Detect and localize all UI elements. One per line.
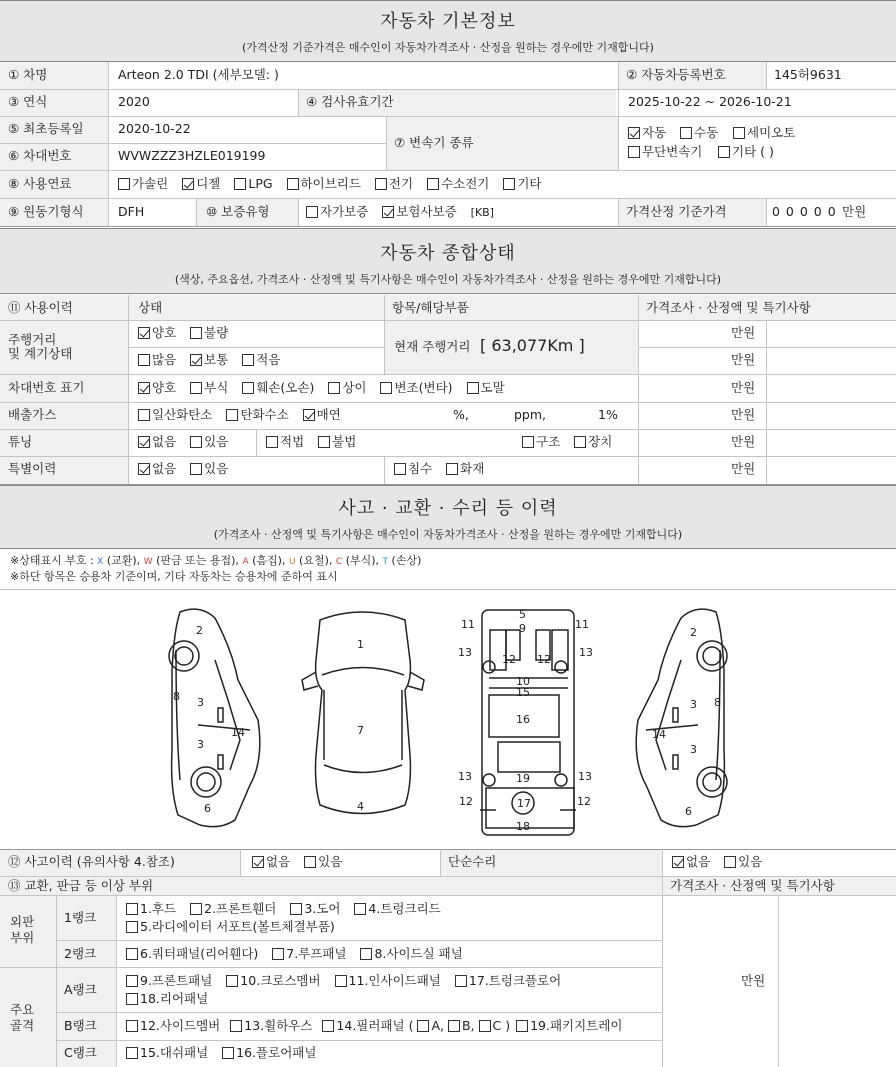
simple-repair-options (672, 854, 772, 870)
accident-header (0, 485, 896, 549)
mileage-few[interactable]: 적음 (242, 352, 280, 367)
part-dash-panel[interactable]: 15.대쉬패널 (126, 1045, 208, 1060)
label-right-8: 8 (714, 696, 721, 709)
checkbox[interactable] (680, 127, 692, 139)
car-right-side-view (636, 609, 727, 827)
outer-label-2: 부위 (10, 930, 35, 945)
label-under-18: 18 (516, 820, 530, 833)
special-fire[interactable]: 화재 (446, 461, 484, 476)
rankA-row1 (126, 973, 571, 989)
label-top-1: 1 (357, 638, 364, 651)
parts-price-label: 가격조사 · 산정액 및 특기사항 (670, 878, 835, 893)
fuel-label: ⑧ 사용연료 (8, 176, 72, 191)
label-under-13c: 13 (458, 770, 472, 783)
parts-label: ⑬ 교환, 판금 등 이상 부위 (8, 878, 154, 893)
mileage-label-2: 및 계기상태 (8, 346, 73, 361)
warranty-self[interactable]: 자가보증 (306, 204, 368, 219)
label-right-6: 6 (685, 805, 692, 818)
part-package-tray[interactable]: 19.패키지트레이 (516, 1018, 622, 1033)
rankC-label: C랭크 (64, 1045, 97, 1060)
vin-damaged[interactable]: 훼손(오손) (242, 380, 314, 395)
unit-3: 만원 (731, 380, 756, 395)
part-trunk-lid[interactable]: 4.트렁크리드 (354, 901, 440, 916)
emission-hc[interactable]: 탄화수소 (226, 407, 288, 422)
col-state: 상태 (138, 300, 163, 315)
part-front-panel[interactable]: 9.프론트패널 (126, 973, 212, 988)
label-right-3a: 3 (690, 698, 697, 711)
rankB-row (126, 1018, 622, 1034)
part-door[interactable]: 3.도어 (290, 901, 340, 916)
label-under-10: 10 (516, 675, 530, 688)
rank1-row2 (126, 919, 345, 935)
part-pillar-panel[interactable]: 14.필러패널 ( (322, 1018, 413, 1033)
label-under-12b: 12 (537, 653, 551, 666)
price-unit: 만원 (842, 204, 867, 219)
fuel-options (118, 176, 552, 192)
label-right-2: 2 (690, 626, 697, 639)
col-items: 항목/해당부품 (392, 300, 469, 315)
vin-mismatch[interactable]: 상이 (328, 380, 366, 395)
fuel-diesel[interactable]: 디젤 (182, 176, 220, 191)
tuning-device[interactable]: 장치 (574, 434, 612, 449)
car-damage-diagram (0, 590, 896, 848)
rankA-row2 (126, 991, 218, 1007)
special-label: 특별이력 (8, 461, 57, 476)
unit-1: 만원 (731, 325, 756, 340)
legend-note: ※하단 항목은 승용차 기준이며, 기타 자동차는 승용차에 준하여 표시 (10, 570, 338, 583)
part-inside-panel[interactable]: 11.인사이드패널 (335, 973, 441, 988)
special-kind-options (394, 461, 494, 477)
label-under-11b: 11 (575, 618, 589, 631)
warranty-note: [KB] (470, 206, 495, 219)
emission-unit-pct: %, (453, 407, 469, 422)
label-under-9: 9 (519, 622, 526, 635)
col-price: 가격조사 · 산정액 및 특기사항 (646, 300, 811, 315)
label-left-3a: 3 (197, 696, 204, 709)
part-side-member[interactable]: 12.사이드멤버 (126, 1018, 220, 1033)
rank1-row1 (126, 901, 451, 917)
price-label: 가격산정 기준가격 (626, 204, 727, 219)
vin-corrosion[interactable]: 부식 (190, 380, 228, 395)
year-value: 2020 (118, 94, 150, 109)
label-under-17: 17 (517, 797, 531, 810)
mileage-label-1: 주행거리 (8, 332, 57, 347)
vin-value: WVWZZZ3HZLE019199 (118, 148, 266, 163)
part-side-sill[interactable]: 8.사이드실 패널 (360, 946, 462, 961)
warranty-options (306, 204, 494, 221)
overall-subtitle: (색상, 주요옵션, 가격조사 · 산정액 및 특기사항은 매수인이 자동차가격조사 · 산정을 원하는 경우에만 기재합니다) (174, 273, 722, 286)
main-label-2: 골격 (10, 1018, 35, 1033)
part-radiator-support[interactable]: 5.라디에이터 서포트(볼트체결부품) (126, 919, 335, 934)
car-name-label: ① 차명 (8, 67, 48, 82)
pillar-a[interactable]: A, (417, 1018, 444, 1033)
first-reg-value: 2020-10-22 (118, 121, 191, 136)
current-mileage-label: 현재 주행거리 (394, 339, 471, 354)
vin-mark-options (138, 380, 515, 396)
label-left-6: 6 (204, 802, 211, 815)
trans-option-auto[interactable]: 자동 (628, 125, 666, 141)
label-under-11a: 11 (461, 618, 475, 631)
part-rear-panel[interactable]: 18.리어패널 (126, 991, 208, 1006)
tuning-label: 튜닝 (8, 434, 33, 449)
unit-4: 만원 (731, 407, 756, 422)
emission-smoke[interactable]: 매연 (303, 407, 341, 422)
label-under-19: 19 (516, 772, 530, 785)
emission-unit-smoke: 1% (598, 407, 618, 422)
simple-repair-yes[interactable]: 있음 (724, 854, 762, 869)
pillar-c[interactable]: C ) (479, 1018, 511, 1033)
rankA-label: A랭크 (64, 982, 97, 997)
fuel-electric[interactable]: 전기 (375, 176, 413, 191)
label-left-2: 2 (196, 624, 203, 637)
gauge-bad[interactable]: 불량 (190, 325, 228, 340)
engine-value: DFH (118, 204, 145, 219)
simple-repair-label: 단순수리 (448, 854, 497, 869)
tuning-structure[interactable]: 구조 (522, 434, 560, 449)
rankC-row (126, 1045, 326, 1061)
accident-options (252, 854, 352, 870)
part-hood[interactable]: 1.후드 (126, 901, 176, 916)
tuning-yes[interactable]: 있음 (190, 434, 228, 449)
part-front-fender[interactable]: 2.프론트휀더 (190, 901, 276, 916)
special-none[interactable]: 없음 (138, 461, 176, 476)
label-under-12c: 12 (459, 795, 473, 808)
reg-no-label: ② 자동차등록번호 (626, 67, 726, 82)
inspection-label: ④ 검사유효기간 (306, 94, 394, 109)
part-roof-panel[interactable]: 7.루프패널 (272, 946, 346, 961)
basic-info-title: 자동차 기본정보 (380, 11, 516, 32)
legend: ※상태표시 부호 : X (교환), W (판금 또는 용접), A (흠집), U (요철), C (부식), T (손상) (10, 554, 422, 567)
rank2-row (126, 946, 473, 962)
parts-unit: 만원 (741, 973, 766, 988)
vin-label: ⑥ 차대번호 (8, 148, 72, 163)
checkbox[interactable] (733, 127, 745, 139)
transmission-label: ⑦ 변속기 종류 (394, 135, 474, 150)
trans-option-cvt[interactable]: 무단변속기 (628, 144, 702, 160)
basic-info-subtitle: (가격산정 기준가격은 매수인이 자동차가격조사 · 산정을 원하는 경우에만 기재합니다) (242, 41, 654, 54)
overall-title: 자동차 종합상태 (380, 243, 516, 264)
col-usage: ⑪ 사용이력 (8, 300, 73, 315)
fuel-other[interactable]: 기타 (503, 176, 541, 191)
outer-label-1: 외판 (10, 914, 35, 929)
label-under-12a: 12 (502, 653, 516, 666)
label-top-4: 4 (357, 800, 364, 813)
trans-option-other[interactable]: 기타 ( ) (718, 144, 774, 160)
rank2-label: 2랭크 (64, 946, 97, 961)
part-trunk-floor[interactable]: 17.트렁크플로어 (455, 973, 561, 988)
label-under-15: 15 (516, 686, 530, 699)
overall-header (0, 228, 896, 294)
unit-6: 만원 (731, 461, 756, 476)
tuning-legal[interactable]: 적법 (266, 434, 304, 449)
unit-2: 만원 (731, 352, 756, 367)
tuning-legal-options (266, 434, 366, 450)
unit-5: 만원 (731, 434, 756, 449)
mileage-many[interactable]: 많음 (138, 352, 176, 367)
emission-options (138, 407, 351, 423)
label-under-16: 16 (516, 713, 530, 726)
mileage-options (138, 352, 290, 368)
special-yes[interactable]: 있음 (190, 461, 228, 476)
year-label: ③ 연식 (8, 94, 48, 109)
fuel-hydrogen[interactable]: 수소전기 (427, 176, 489, 191)
accident-history-label: ⑫ 사고이력 (유의사항 4.참조) (8, 854, 175, 869)
label-left-3b: 3 (197, 738, 204, 751)
tuning-options (138, 434, 238, 450)
label-under-12d: 12 (577, 795, 591, 808)
emission-label: 배출가스 (8, 407, 57, 422)
part-quarter-panel[interactable]: 6.쿼터패널(리어휀다) (126, 946, 258, 961)
accident-yes[interactable]: 있음 (304, 854, 342, 869)
simple-repair-none[interactable]: 없음 (672, 854, 710, 869)
engine-label: ⑨ 원동기형식 (8, 204, 84, 219)
trans-option-semi[interactable]: 세미오토 (733, 125, 795, 141)
part-wheel-house[interactable]: 13.휠하우스 (230, 1018, 312, 1033)
rankB-label: B랭크 (64, 1018, 97, 1033)
accident-title: 사고 · 교환 · 수리 등 이력 (338, 498, 558, 519)
label-under-13d: 13 (578, 770, 592, 783)
fuel-gasoline[interactable]: 가솔린 (118, 176, 168, 191)
special-flood[interactable]: 침수 (394, 461, 432, 476)
accident-none[interactable]: 없음 (252, 854, 290, 869)
tuning-none[interactable]: 없음 (138, 434, 176, 449)
first-reg-label: ⑤ 최초등록일 (8, 121, 84, 136)
gauge-options (138, 325, 238, 341)
price-value: 0 0 0 0 0 (772, 204, 837, 219)
vin-good[interactable]: 양호 (138, 380, 176, 395)
label-top-7: 7 (357, 724, 364, 737)
label-left-8: 8 (173, 690, 180, 703)
inspection-value: 2025-10-22 ~ 2026-10-21 (628, 94, 792, 109)
label-under-13a: 13 (458, 646, 472, 659)
accident-subtitle: (가격조사 · 산정액 및 특기사항은 매수인이 자동차가격조사 · 산정을 원하는 경우에만 기재합니다) (213, 528, 683, 541)
label-left-14: 14 (231, 726, 245, 739)
checkbox[interactable] (628, 146, 640, 158)
fuel-hybrid[interactable]: 하이브리드 (287, 176, 361, 191)
car-name-value: Arteon 2.0 TDI (세부모델: ) (118, 67, 279, 82)
checkbox[interactable] (718, 146, 730, 158)
warranty-insurance[interactable]: 보험사보증 (382, 204, 456, 219)
label-under-13b: 13 (579, 646, 593, 659)
gauge-good[interactable]: 양호 (138, 325, 176, 340)
reg-no-value: 145허9631 (774, 67, 842, 82)
vin-mark-label: 차대번호 표기 (8, 380, 85, 395)
label-right-14: 14 (652, 728, 666, 741)
tuning-kind-options (522, 434, 622, 450)
tuning-illegal[interactable]: 불법 (318, 434, 356, 449)
rank1-label: 1랭크 (64, 910, 97, 925)
main-label-1: 주요 (10, 1002, 35, 1017)
pillar-b[interactable]: B, (448, 1018, 475, 1033)
part-cross-member[interactable]: 10.크로스멤버 (226, 973, 320, 988)
label-under-5: 5 (519, 608, 526, 621)
vin-smeared[interactable]: 도말 (467, 380, 505, 395)
car-left-side-view (169, 609, 260, 827)
part-floor-panel[interactable]: 16.플로어패널 (222, 1045, 316, 1060)
current-mileage-value: [ 63,077Km ] (480, 336, 585, 355)
special-options (138, 461, 238, 477)
basic-info-header (0, 0, 896, 62)
emission-unit-ppm: ppm, (514, 407, 547, 422)
warranty-label: ⑩ 보증유형 (206, 204, 270, 219)
diagram-labels (173, 608, 721, 833)
emission-co[interactable]: 일산화탄소 (138, 407, 212, 422)
mileage-normal[interactable]: 보통 (190, 352, 228, 367)
label-right-3b: 3 (690, 743, 697, 756)
vin-altered[interactable]: 변조(변타) (380, 380, 452, 395)
trans-option-manual[interactable]: 수동 (680, 125, 718, 141)
checkbox[interactable] (628, 127, 640, 139)
fuel-lpg[interactable]: LPG (234, 176, 272, 191)
